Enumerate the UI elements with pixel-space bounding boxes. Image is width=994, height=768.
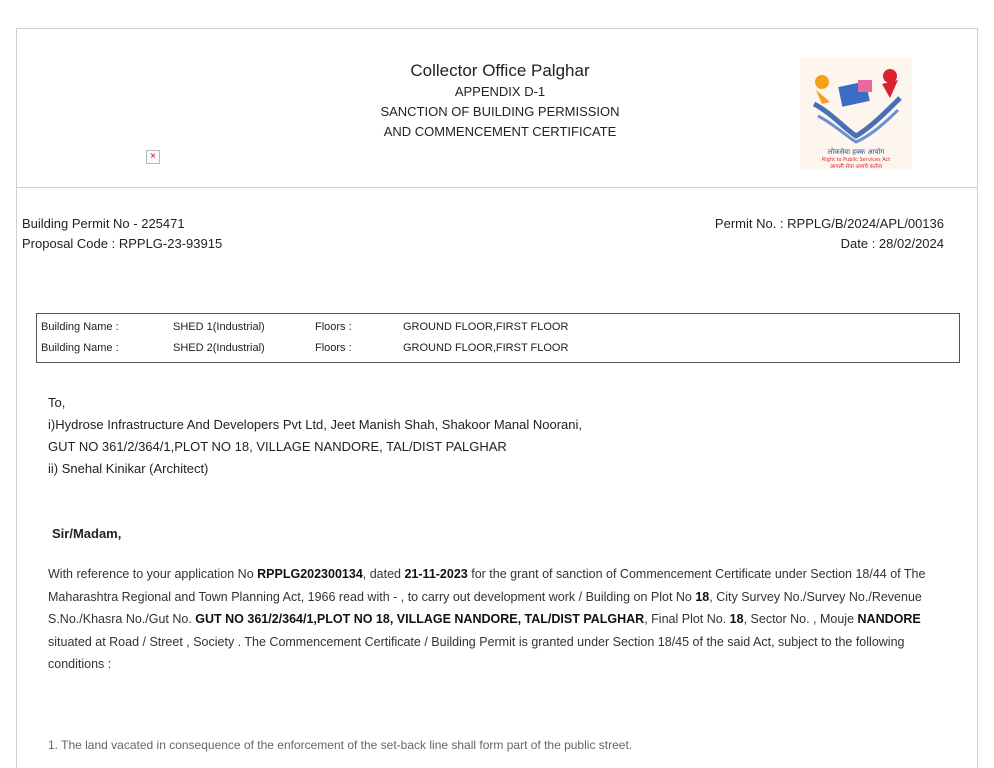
permit-meta-left: [22, 214, 222, 254]
building-name: SHED 1(Industrial): [173, 321, 265, 333]
plot-no: 18: [695, 589, 710, 604]
broken-image-icon: ×: [146, 150, 160, 164]
floors-label: Floors :: [315, 321, 352, 333]
appendix-label: APPENDIX D-1: [454, 84, 546, 99]
rtps-logo-icon: [800, 58, 912, 170]
condition-1-partial: 1. The land vacated in consequence of the enforcement of the set-back line shall form part of the public street.: [48, 738, 633, 752]
building-row: [41, 338, 955, 359]
floors-value: GROUND FLOOR,FIRST FLOOR: [403, 321, 569, 333]
logo-text-2: Right to Public Services Act: [821, 157, 891, 163]
buildings-table: [36, 313, 960, 363]
addressee-line-2: GUT NO 361/2/364/1,PLOT NO 18, VILLAGE NANDORE, TAL/DIST PALGHAR: [48, 439, 507, 454]
certificate-subtitle-1: SANCTION OF BUILDING PERMISSION: [380, 104, 620, 119]
permit-date: Date : 28/02/2024: [840, 236, 944, 251]
application-date: 21-11-2023: [404, 567, 468, 581]
floors-value: GROUND FLOOR,FIRST FLOOR: [403, 342, 569, 354]
addressee-line-1: i)Hydrose Infrastructure And Developers Pvt Ltd, Jeet Manish Shah, Shakoor Manal Noorani,: [48, 417, 582, 432]
to-label: To,: [48, 395, 66, 410]
body-paragraph: With reference to your application No RPPLG202300134, dated 21-11-2023 for the grant of sanction of Commencement Certificate under Section 18/44 of The Maharashtra Regional and Town Planning Act, 1966 read with - , to carry out development work / Building on Plot No 18, City Survey No./Survey No./Revenue S.No./Khasra No./Gut No. GUT NO 361/2/364/1,PLOT NO 18, VILLAGE NANDORE, TAL/DIST PALGHAR, Final Plot No. 18, Sector No. , Mouje NANDORE situated at Road / Street , Society . The Commencement Certificate / Building Permit is granted under Section 18/45 of the said Act, subject to the following conditions :: [48, 567, 926, 671]
final-plot-no: 18: [729, 612, 744, 626]
certificate-subtitle-2: AND COMMENCEMENT CERTIFICATE: [383, 124, 617, 139]
salutation: Sir/Madam,: [52, 526, 122, 541]
application-no: RPPLG202300134: [257, 567, 363, 581]
building-name: SHED 2(Industrial): [173, 342, 265, 354]
certificate-header: [280, 60, 720, 142]
building-name-label: Building Name :: [41, 321, 119, 333]
addressee-line-3: ii) Snehal Kinikar (Architect): [48, 461, 209, 476]
permit-meta-right: [715, 214, 944, 254]
logo-text-3: आपली सेवा आमचे कर्तव्य: [829, 164, 883, 170]
proposal-code: Proposal Code : RPPLG-23-93915: [22, 236, 223, 251]
header-divider: [16, 187, 978, 188]
mouje: NANDORE: [857, 612, 921, 626]
office-title: Collector Office Palghar: [410, 61, 590, 80]
building-name-label: Building Name :: [41, 342, 119, 354]
building-row: [41, 317, 955, 338]
permit-no: Permit No. : RPPLG/B/2024/APL/00136: [714, 216, 944, 231]
addressee-block: [48, 392, 582, 480]
floors-label: Floors :: [315, 342, 352, 354]
gut-no: GUT NO 361/2/364/1,PLOT NO 18, VILLAGE NANDORE, TAL/DIST PALGHAR: [195, 612, 645, 626]
logo-text-1: लोकसेवा हक्क आयोग: [827, 148, 885, 156]
building-permit-no: Building Permit No - 225471: [22, 216, 185, 231]
